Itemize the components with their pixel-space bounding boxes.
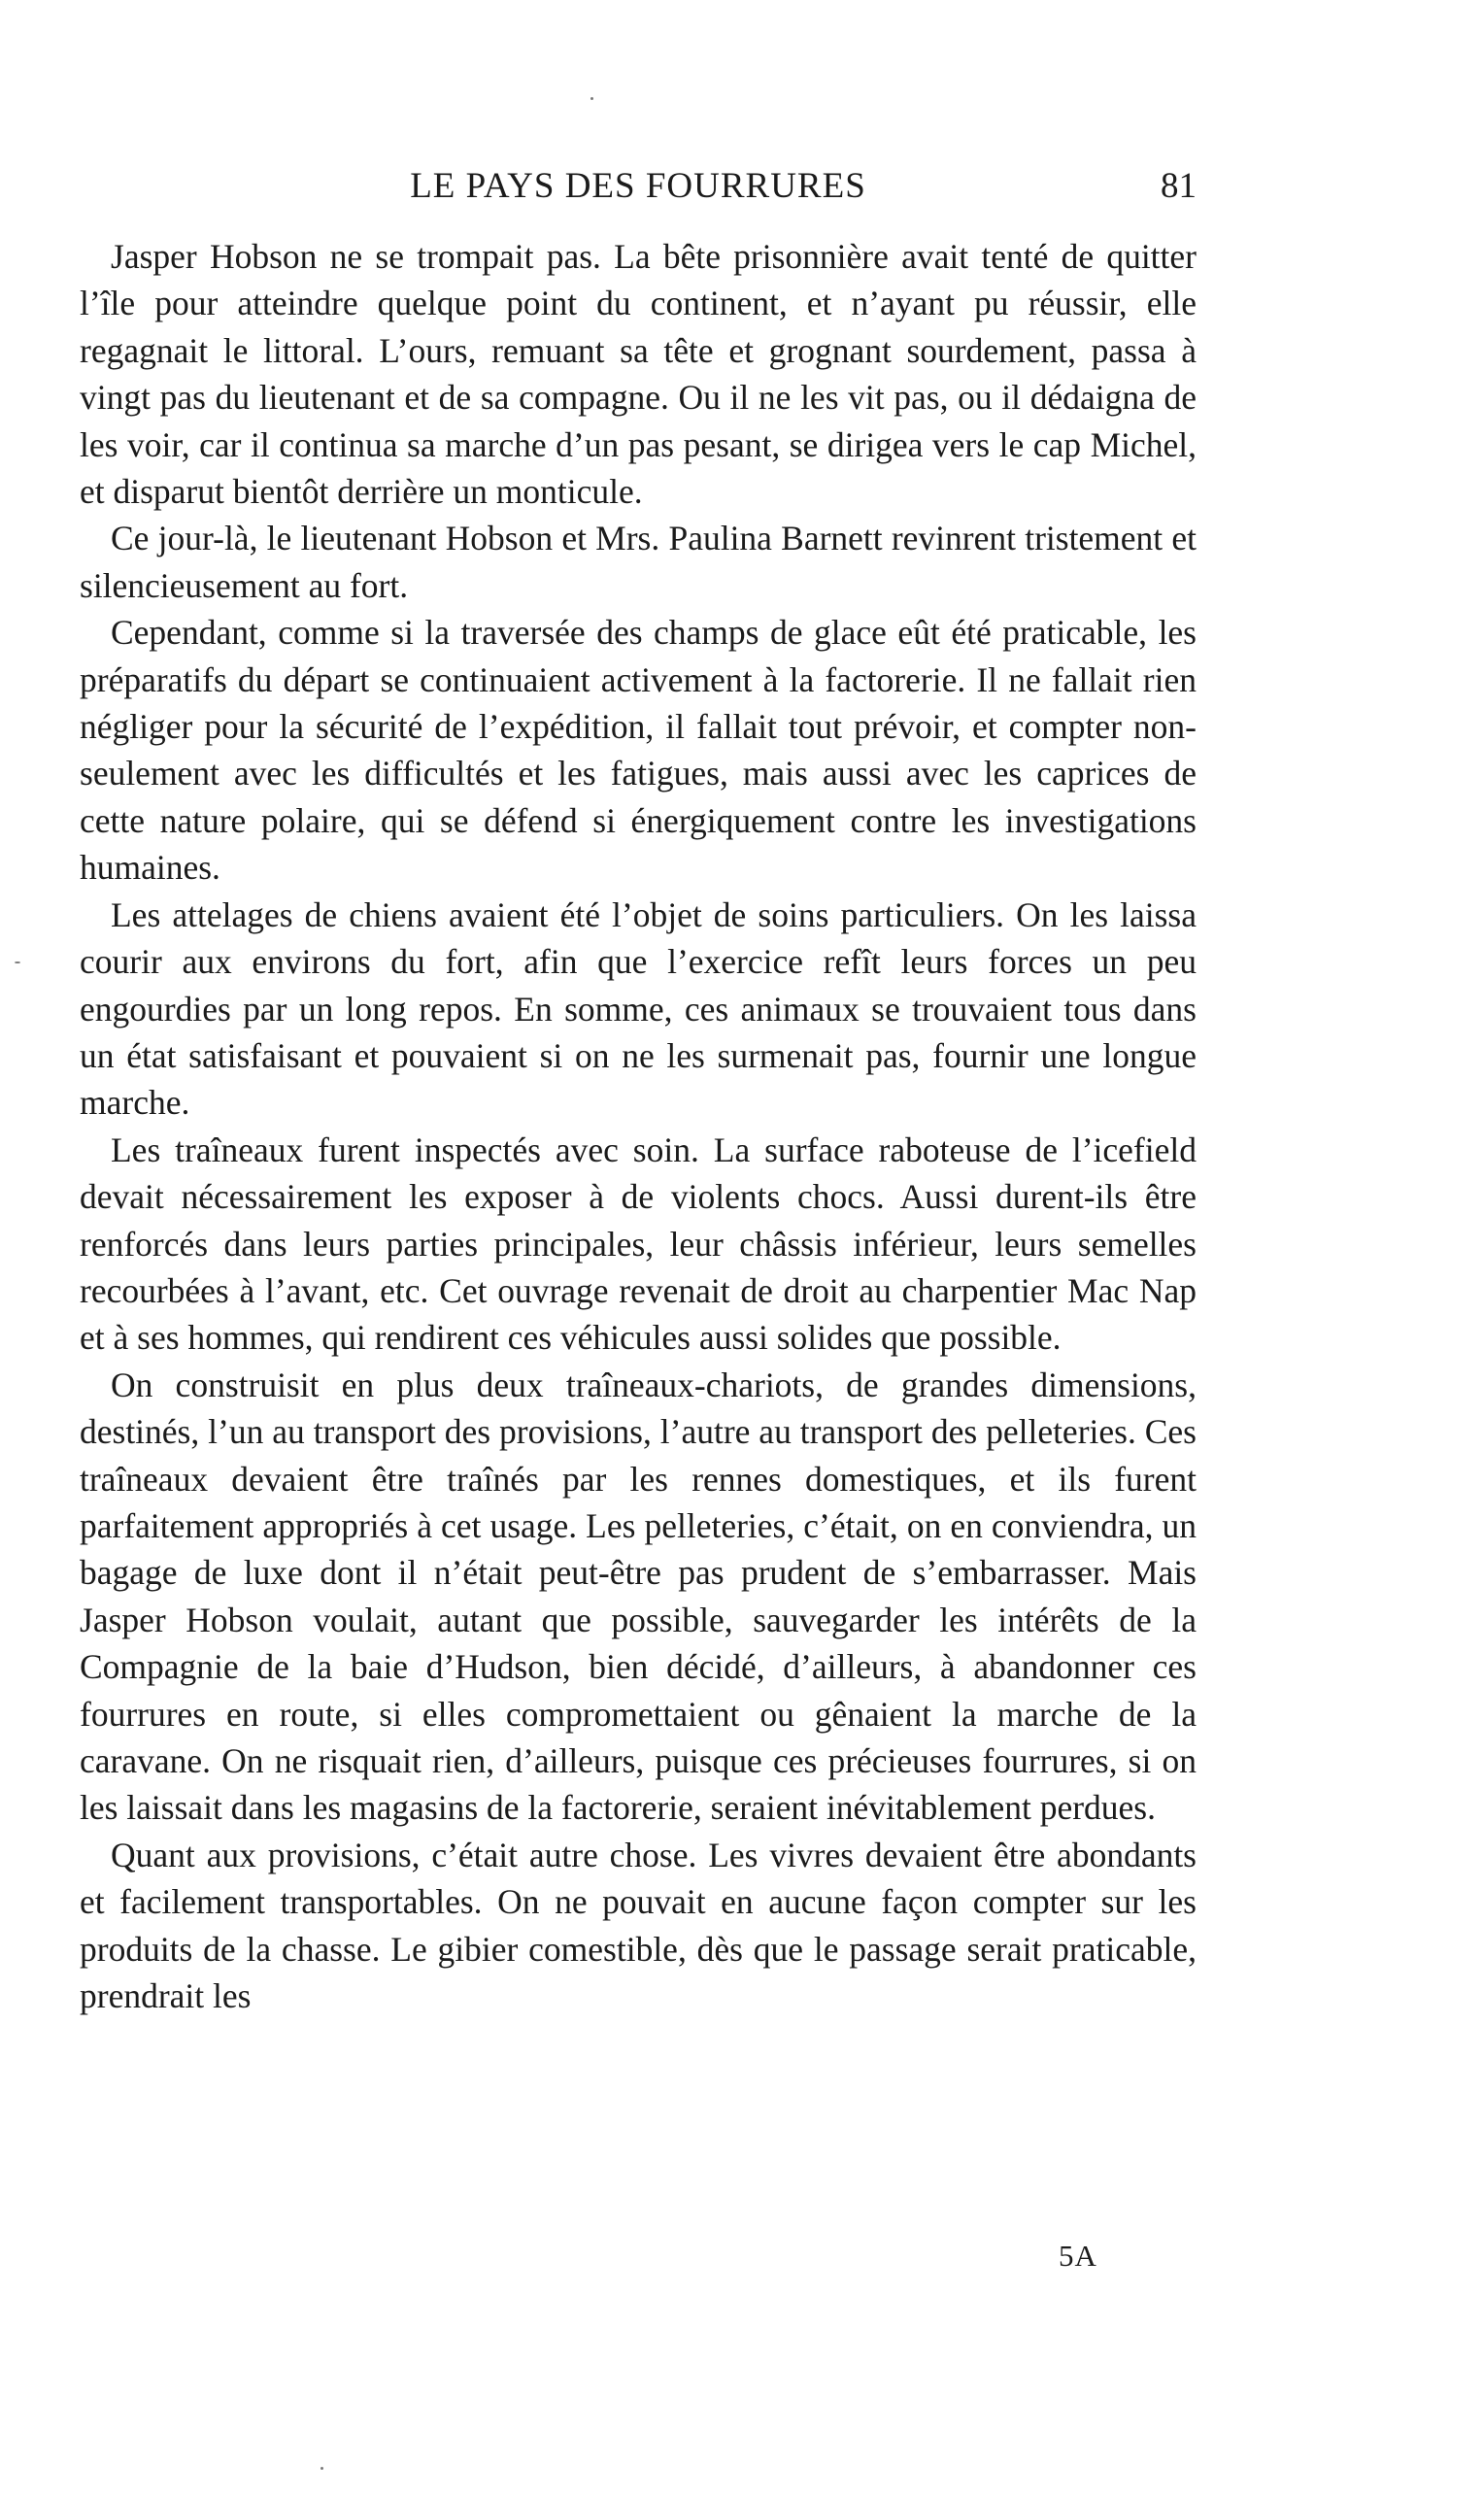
body-text [80,233,1197,2019]
paragraph-5: Les traîneaux furent inspectés avec soin. La surface raboteuse de l’icefield devait nécessairement les exposer à de violents chocs. Aussi durent-ils être renforcés dans leurs parties principales, leur châssis inférieur, leurs semelles recourbées à l’avant, etc. Cet ouvrage revenait de droit au charpentier Mac Nap et à ses hommes, qui rendirent ces véhicules aussi solides que possible. [80,1130,1197,1358]
ink-speck-top [590,97,593,100]
page-number: 81 [1161,166,1197,206]
running-title: LE PAYS DES FOURRURES [410,166,866,206]
paragraph-7: Quant aux provisions, c’était autre chose. Les vivres devaient être abondants et facilement transportables. On ne pouvait en aucune façon compter sur les produits de la chasse. Le gibier comestible, dès que le passage serait praticable, prendrait les [80,1835,1197,2016]
paragraph-2: Ce jour-là, le lieutenant Hobson et Mrs. Paulina Barnett revinrent tristement et silencieusement au fort. [80,519,1197,605]
signature-mark: 5A [1059,2239,1097,2273]
running-head [80,157,1197,216]
paragraph-3: Cependant, comme si la traversée des champs de glace eût été praticable, les préparatifs du départ se continuaient activement à la factorerie. Il ne fallait rien négliger pour la sécurité de l’expédition, il fallait tout prévoir, et compter non-seulement avec les difficultés et les fatigues, mais aussi avec les caprices de cette nature polaire, qui se défend si énergiquement contre les investigations humaines. [80,613,1197,888]
ink-speck-margin [15,961,20,963]
paragraph-1: Jasper Hobson ne se trompait pas. La bête prisonnière avait tenté de quitter l’île pour atteindre quelque point du continent, et n’ayant pu réussir, elle regagnait le littoral. L’ours, remuant sa tête et grognant sourdement, passa à vingt pas du lieutenant et de sa compagne. Ou il ne les vit pas, ou il dédaigna de les voir, car il continua sa marche d’un pas pesant, se dirigea vers le cap Michel, et disparut bientôt derrière un monticule. [80,237,1197,512]
paragraph-6: On construisit en plus deux traîneaux-chariots, de grandes dimensions, destinés, l’un au transport des provisions, l’autre au transport des pelleteries. Ces traîneaux devaient être traînés par les rennes domestiques, et ils furent parfaitement appropriés à cet usage. Les pelleteries, c’était, on en conviendra, un bagage de luxe dont il n’était peut-être pas prudent de s’embarrasser. Mais Jasper Hobson voulait, autant que possible, sauvegarder les intérêts de la Compagnie de la baie d’Hudson, bien décidé, d’ailleurs, à abandonner ces fourrures en route, si elles compromettaient ou gênaient la marche de la caravane. On ne risquait rien, d’ailleurs, puisque ces précieuses fourrures, si on les laissait dans les magasins de la factorerie, seraient inévitablement perdues. [80,1365,1197,1828]
paragraph-4: Les attelages de chiens avaient été l’objet de soins particuliers. On les laissa courir aux environs du fort, afin que l’exercice refît leurs forces un peu engourdies par un long repos. En somme, ces animaux se trouvaient tous dans un état satisfaisant et pouvaient si on ne les surmenait pas, fournir une longue marche. [80,894,1197,1123]
ink-speck-bottom [320,2467,323,2470]
